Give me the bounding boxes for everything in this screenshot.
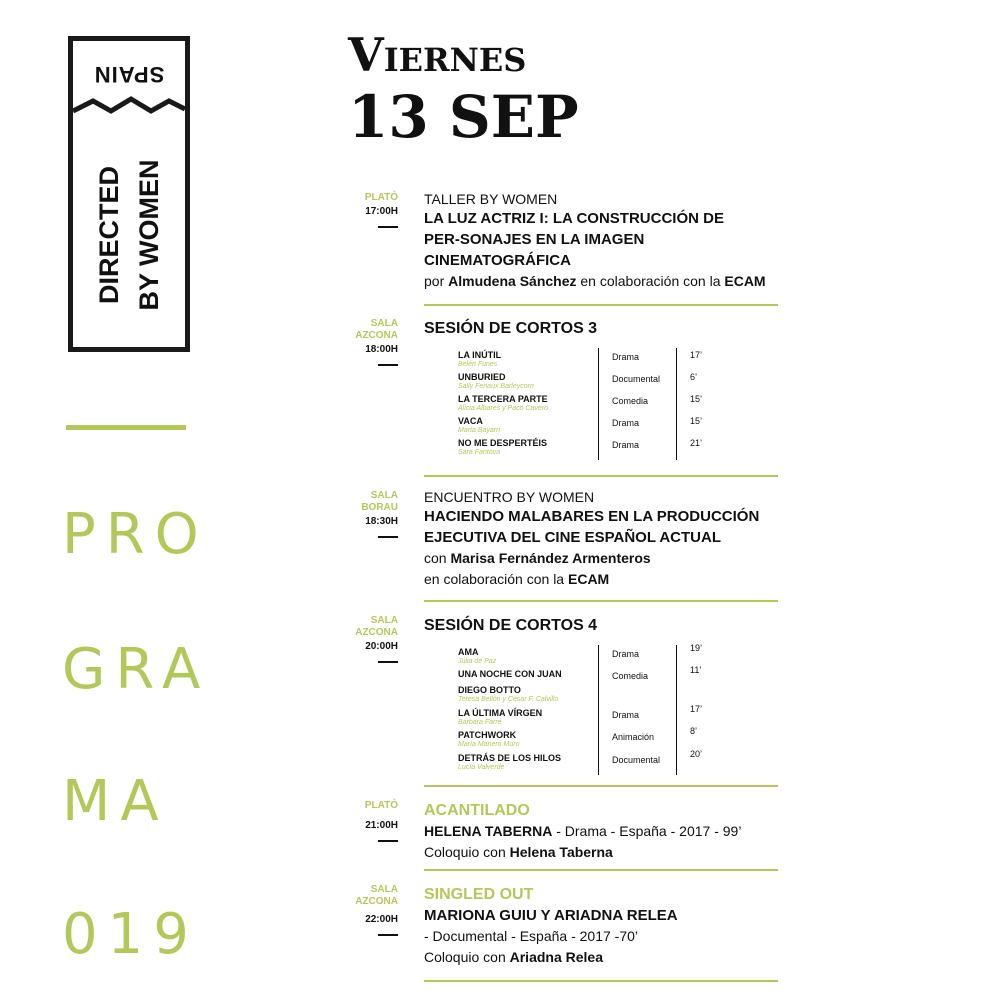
event-content (424, 190, 784, 292)
short-title: DETRÁS DE LOS HILOS (458, 753, 562, 763)
event-credits (424, 548, 784, 569)
meta-dash (378, 840, 398, 842)
event-meta (340, 318, 398, 366)
day-title: Viernes (348, 28, 527, 82)
credits-middle: en colaboración con la (576, 273, 725, 289)
venue-label: SALA (370, 615, 398, 626)
short-genre: Drama (612, 440, 640, 450)
event-separator (424, 600, 778, 602)
event-title-line: CINEMATOGRÁFICA (424, 252, 571, 269)
programa-line-2: GRA (62, 637, 211, 702)
short-title: DIEGO BOTTO (458, 685, 521, 695)
venue-label: AZCONA (355, 627, 398, 638)
short-duration: 6’ (690, 372, 698, 382)
short-director: Marta Bayarri (458, 427, 501, 434)
short-duration: 21’ (690, 438, 703, 448)
short-row (458, 726, 758, 752)
event-separator (424, 785, 778, 787)
credits-prefix: en colaboración con la (424, 571, 568, 587)
shorts-table (458, 348, 758, 468)
short-row (458, 372, 758, 394)
shorts-table (458, 645, 758, 785)
film-director: MARIONA GUIU Y ARIADNA RELEA (424, 907, 678, 924)
short-duration: 11’ (690, 665, 702, 675)
short-row (458, 685, 758, 707)
short-genre: Animación (612, 732, 655, 742)
left-accent-rule (66, 425, 186, 430)
credits-org: ECAM (568, 571, 610, 587)
short-genre: Comedia (612, 671, 649, 681)
short-title: NO ME DESPERTÉIS (458, 438, 548, 448)
event-credits-line-2 (424, 569, 784, 590)
film-info: - Documental - España - 2017 -70’ (424, 928, 638, 944)
short-title: VACA (458, 416, 483, 426)
event-meta (340, 490, 398, 538)
programa-line-4: 019 (62, 902, 199, 967)
meta-dash (378, 536, 398, 538)
logo-line-1: DIRECTED (94, 166, 124, 305)
coloquio-prefix: Coloquio con (424, 949, 510, 965)
short-genre: Drama (612, 352, 640, 362)
date-title: 13 SEP (348, 83, 579, 151)
venue-label: SALA (370, 490, 398, 501)
venue-label: SALA (370, 318, 398, 329)
coloquio-name: Ariadna Relea (509, 949, 603, 965)
time-label: 18:30H (365, 516, 398, 527)
short-director: Alicia Albares y Paco Cavero (458, 405, 549, 412)
event-content (424, 318, 784, 456)
event-kicker: TALLER BY WOMEN (424, 191, 558, 207)
short-row (458, 438, 758, 460)
event-title-line: PER-SONAJES EN LA IMAGEN (424, 231, 645, 248)
event-meta (340, 615, 398, 663)
event-title: SESIÓN DE CORTOS 4 (424, 617, 598, 634)
short-director: Lucía Valverde (458, 764, 505, 771)
short-director: Sara Fantova (458, 449, 501, 456)
event-meta (340, 192, 398, 228)
coloquio (424, 947, 784, 968)
film-title: ACANTILADO (424, 802, 530, 819)
short-director: Sally Fenaux Barleycorn (458, 383, 534, 390)
event-content (424, 488, 784, 590)
short-director: Bárbara Farré (458, 719, 502, 726)
event-title-line: LA LUZ ACTRIZ I: LA CONSTRUCCIÓN DE (424, 210, 724, 227)
short-genre: Drama (612, 418, 640, 428)
short-director: María Manero Muro (458, 741, 520, 748)
short-duration: 8’ (690, 726, 698, 736)
meta-dash (378, 226, 398, 228)
credits-name: Marisa Fernández Armenteros (450, 550, 651, 566)
short-row (458, 749, 758, 775)
logo-country: SPAIN (93, 62, 165, 87)
meta-dash (378, 364, 398, 366)
programa-line-3: MA (62, 769, 169, 834)
meta-dash (378, 661, 398, 663)
short-director: Júlia de Paz (458, 658, 497, 665)
short-title: AMA (458, 647, 479, 657)
coloquio (424, 842, 784, 863)
short-director: Teresa Bellón y César F. Calvillo (458, 696, 559, 703)
film-details (424, 821, 784, 842)
short-title: PATCHWORK (458, 730, 517, 740)
short-genre: Documental (612, 374, 661, 384)
venue-label: AZCONA (355, 896, 398, 907)
event-meta (340, 884, 398, 936)
logo-wordmark (89, 135, 169, 335)
event-meta (340, 800, 398, 842)
short-title: LA TERCERA PARTE (458, 394, 548, 404)
meta-dash (378, 934, 398, 936)
venue-label: BORAU (361, 502, 398, 513)
venue-label: AZCONA (355, 330, 398, 341)
logo-zigzag-divider (73, 93, 185, 117)
short-row (458, 416, 758, 438)
event-title-line: HACIENDO MALABARES EN LA PRODUCCIÓN (424, 508, 760, 525)
short-row (458, 350, 758, 372)
logo-line-2: BY WOMEN (134, 159, 164, 311)
short-duration: 19’ (690, 643, 703, 653)
coloquio-prefix: Coloquio con (424, 844, 510, 860)
short-title: UNBURIED (458, 372, 506, 382)
short-row (458, 643, 758, 669)
time-label: 22:00H (365, 914, 398, 925)
film-info: - Drama - España - 2017 - 99’ (552, 823, 742, 839)
event-content (424, 800, 784, 863)
event-separator (424, 304, 778, 306)
coloquio-name: Helena Taberna (509, 844, 613, 860)
short-row (458, 704, 758, 730)
credits-name: Almudena Sánchez (448, 273, 577, 289)
short-genre: Drama (612, 710, 640, 720)
short-row (458, 394, 758, 416)
short-title: LA ÚLTIMA VÍRGEN (458, 708, 543, 718)
event-title-line: EJECUTIVA DEL CINE ESPAÑOL ACTUAL (424, 529, 721, 546)
time-label: 17:00H (365, 206, 398, 217)
event-content (424, 615, 784, 771)
time-label: 20:00H (365, 641, 398, 652)
venue-label: PLATÓ (364, 192, 398, 203)
time-label: 21:00H (365, 820, 398, 831)
event-title: SESIÓN DE CORTOS 3 (424, 320, 598, 337)
programa-line-1: PRO (62, 502, 209, 567)
short-genre: Drama (612, 649, 640, 659)
directed-by-women-logo (68, 36, 190, 352)
event-separator (424, 869, 778, 871)
event-separator (424, 475, 778, 477)
short-director: Belén Funes (458, 361, 498, 368)
film-director: HELENA TABERNA (424, 823, 553, 839)
event-separator (424, 980, 778, 982)
short-genre: Documental (612, 755, 661, 765)
time-label: 18:00H (365, 344, 398, 355)
short-duration: 20’ (690, 749, 703, 759)
short-title: LA INÚTIL (458, 350, 502, 360)
event-content (424, 884, 784, 968)
venue-label: PLATÓ (364, 800, 398, 811)
short-duration: 17’ (690, 350, 703, 360)
credits-prefix: con (424, 550, 451, 566)
short-duration: 17’ (690, 704, 703, 714)
credits-prefix: por (424, 273, 449, 289)
credits-org: ECAM (724, 273, 766, 289)
short-duration: 15’ (690, 416, 703, 426)
short-title: UNA NOCHE CON JUAN (458, 669, 562, 679)
event-kicker: ENCUENTRO BY WOMEN (424, 489, 595, 505)
event-credits (424, 271, 784, 292)
short-genre: Comedia (612, 396, 649, 406)
film-title: SINGLED OUT (424, 886, 534, 903)
short-duration: 15’ (690, 394, 703, 404)
venue-label: SALA (370, 884, 398, 895)
